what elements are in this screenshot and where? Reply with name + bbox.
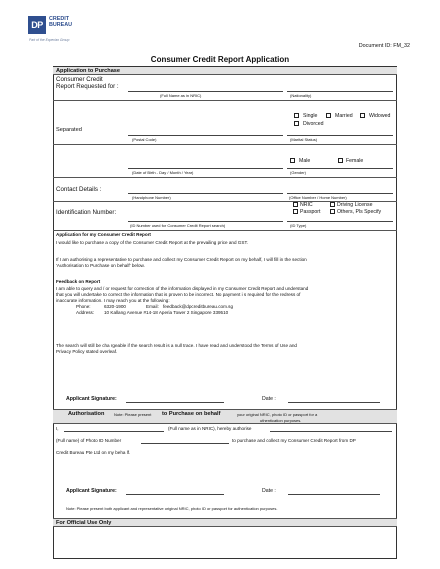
applicant-signature-label-2: Applicant Signature: bbox=[66, 488, 117, 494]
separated-label: Separated bbox=[56, 127, 82, 133]
dp-credit-bureau-logo bbox=[28, 16, 88, 46]
driving-license-label: Driving License bbox=[337, 202, 373, 208]
authentication-note: Note: Please present both applicant and representative original NRIC, photo ID or passport for authentication purposes. bbox=[66, 506, 278, 511]
consumer-label-line1: Consumer Credit bbox=[56, 76, 103, 83]
passport-label: Passport bbox=[300, 209, 321, 215]
married-checkbox[interactable] bbox=[326, 113, 331, 118]
hint-fullname: (Full Name as in NRIC) bbox=[160, 93, 202, 98]
hint-office-number: (Office Number / Home Number) bbox=[289, 195, 347, 200]
nationality-field[interactable] bbox=[287, 91, 393, 92]
id-number-field[interactable] bbox=[128, 221, 283, 222]
purchase-paragraph: I would like to purchase a copy of the Consumer Credit Report at the prevailing price and GST. bbox=[56, 240, 249, 245]
authorise-i-label: I, bbox=[56, 426, 59, 431]
representative-name-field[interactable] bbox=[270, 431, 392, 432]
applicant-signature-field[interactable] bbox=[126, 402, 224, 403]
authorisation-heading-mid: to Purchase on behalf bbox=[162, 411, 221, 417]
hint-date-of-birth: (Date of Birth - Day / Month / Year) bbox=[132, 170, 194, 175]
driving-license-checkbox[interactable] bbox=[330, 202, 335, 207]
single-label: Single bbox=[303, 113, 318, 119]
date-field-2[interactable] bbox=[288, 494, 380, 495]
hint-marital-status: (Marital Status) bbox=[290, 137, 318, 142]
authorisation-note-prefix: Note: Please present bbox=[114, 412, 152, 417]
search-paragraph-line1: The search will still be cha rgeable if the search result is a null trace. I have read and understood the Terms of Use and bbox=[56, 343, 297, 348]
section-official-use: For Official Use Only bbox=[56, 519, 112, 526]
section-application-to-purchase: Application to Purchase bbox=[56, 67, 121, 74]
divider bbox=[53, 74, 397, 75]
search-paragraph-line2: Privacy Policy stated overleaf. bbox=[56, 349, 118, 354]
widowed-label: Widowed bbox=[369, 113, 391, 119]
contact-details-label: Contact Details : bbox=[56, 186, 102, 193]
id-type-field bbox=[287, 221, 393, 222]
male-label: Male bbox=[299, 158, 311, 164]
authorise-line3-text: Credit Bureau Pte Ltd on my beha lf. bbox=[56, 450, 131, 455]
hint-handphone: (Handphone Number) bbox=[132, 195, 171, 200]
hint-nationality: (Nationality) bbox=[290, 93, 312, 98]
identification-label: Identification Number: bbox=[56, 209, 117, 216]
document-id: Document ID: FM_32 bbox=[358, 43, 410, 49]
representative-paragraph-line2: 'Authorisation to Purchase on behalf' below. bbox=[56, 263, 145, 268]
date-field[interactable] bbox=[288, 402, 380, 403]
hint-postal-code: (Postal Code) bbox=[132, 137, 157, 142]
feedback-line2: that you will undertake to correct the information that is proven to be incorrect. No payment i s required for the redress of bbox=[56, 292, 301, 297]
email-link[interactable]: feedback@dpcreditbureau.com.sg bbox=[163, 304, 234, 309]
applicant-signature-label: Applicant Signature: bbox=[66, 396, 117, 402]
authorise-line2-text: (Full name) of Photo ID Number bbox=[56, 438, 122, 443]
feedback-line1: I am able to query and / or request for correction of the information displayed in my Consumer Credit Report and understand bbox=[56, 286, 309, 291]
authorisation-note-suffix: your original NRIC, photo ID or passport for a bbox=[237, 412, 318, 417]
hint-id-number: (ID Number used for Consumer Credit Report search) bbox=[130, 223, 226, 228]
photo-id-number-field[interactable] bbox=[141, 443, 229, 444]
logo-tagline: Part of the Experian Group bbox=[29, 38, 70, 42]
office-number-field[interactable] bbox=[287, 193, 393, 194]
section-application-for-report: Application for my Consumer Credit Report bbox=[56, 232, 151, 237]
widowed-checkbox[interactable] bbox=[360, 113, 365, 118]
divider bbox=[53, 526, 397, 527]
passport-checkbox[interactable] bbox=[293, 209, 298, 214]
nric-label: NRIC bbox=[300, 202, 313, 208]
divider bbox=[53, 177, 397, 178]
divider bbox=[53, 144, 397, 145]
authorise-line2-tail: to purchase and collect my Consumer Credit Report from DP bbox=[232, 438, 356, 443]
divider bbox=[53, 230, 397, 231]
divider bbox=[53, 100, 397, 101]
divider bbox=[53, 423, 397, 424]
email-label: Email: bbox=[146, 304, 159, 309]
date-label-2: Date : bbox=[262, 488, 276, 494]
date-label: Date : bbox=[262, 396, 276, 402]
single-checkbox[interactable] bbox=[294, 113, 299, 118]
fullname-field[interactable] bbox=[128, 91, 283, 92]
male-checkbox[interactable] bbox=[290, 158, 295, 163]
logo-mark: DP bbox=[28, 16, 46, 34]
handphone-field[interactable] bbox=[128, 193, 283, 194]
phone-value: 6320-1900 bbox=[104, 304, 126, 309]
marital-status-field bbox=[287, 135, 393, 136]
representative-paragraph-line1: If I am authorising a representative to purchase and collect my Consumer Credit Report on my behalf, I will fill in the section bbox=[56, 257, 307, 262]
divorced-label: Divorced bbox=[303, 121, 324, 127]
divorced-checkbox[interactable] bbox=[294, 121, 299, 126]
hint-id-type: (ID Type) bbox=[290, 223, 307, 228]
gender-field bbox=[287, 168, 393, 169]
address-value: 10 Kallang Avenue #14-18 Aperia Tower 2 Singapore 339510 bbox=[104, 310, 229, 315]
married-label: Married bbox=[335, 113, 353, 119]
female-label: Female bbox=[346, 158, 364, 164]
authoriser-name-field[interactable] bbox=[64, 431, 164, 432]
feedback-line3: inaccurate information. I may reach you at the following: bbox=[56, 298, 170, 303]
applicant-signature-field-2[interactable] bbox=[126, 494, 224, 495]
female-checkbox[interactable] bbox=[338, 158, 343, 163]
date-of-birth-field[interactable] bbox=[128, 168, 283, 169]
authorisation-heading-band bbox=[53, 410, 397, 423]
hint-gender: (Gender) bbox=[290, 170, 307, 175]
phone-label: Phone: bbox=[76, 304, 91, 309]
authorisation-note-line2: uthentication purposes. bbox=[260, 418, 302, 423]
consumer-label-line2: Report Requested for : bbox=[56, 83, 119, 90]
section-authorisation: Authorisation bbox=[68, 411, 105, 417]
postal-code-field[interactable] bbox=[128, 135, 283, 136]
others-label: Others, Pls Specify bbox=[337, 209, 382, 215]
page-title: Consumer Credit Report Application bbox=[150, 55, 290, 64]
authorise-line1-text: (Full name as in NRIC), hereby authorise bbox=[168, 426, 252, 431]
nric-checkbox[interactable] bbox=[293, 202, 298, 207]
logo-name: CREDIT BUREAU bbox=[49, 16, 73, 28]
address-label: Address: bbox=[76, 310, 95, 315]
feedback-heading: Feedback on Report bbox=[56, 279, 101, 284]
others-checkbox[interactable] bbox=[330, 209, 335, 214]
